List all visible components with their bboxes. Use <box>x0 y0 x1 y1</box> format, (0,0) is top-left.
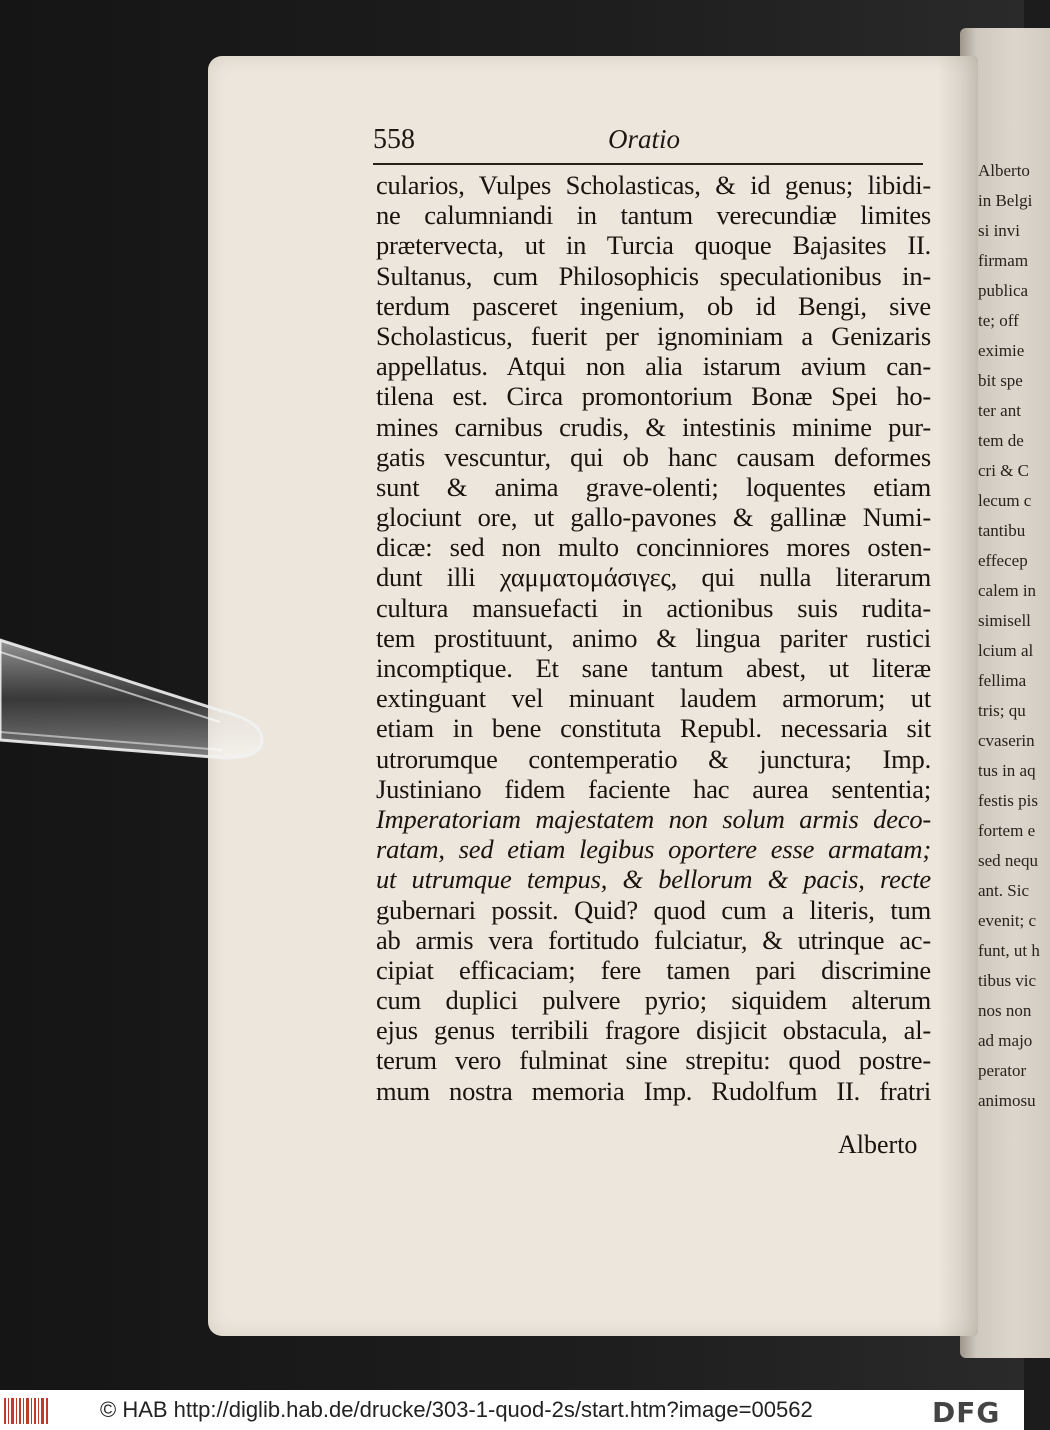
text-line: tem prostituunt, animo & lingua pariter rustici <box>376 622 931 653</box>
text-line: incomptique. Et sane tantum abest, ut literæ <box>376 653 931 683</box>
text-line: glociunt ore, ut gallo-pavones & gallinæ Numi- <box>376 502 931 533</box>
text-line: terdum pasceret ingenium, ob id Bengi, sive <box>376 290 931 321</box>
text-line: etiam in bene constituta Republ. necessaria sit <box>376 713 931 744</box>
facing-text-line: si invi <box>978 221 1021 240</box>
source-url-link[interactable]: © HAB http://diglib.hab.de/drucke/303-1-quod-2s/start.htm?image=00562 <box>100 1397 813 1422</box>
facing-text-line: firmam <box>978 251 1029 270</box>
text-line: ut utrumque tempus, & bellorum & pacis, recte <box>376 864 931 895</box>
facing-text-line: tem de <box>978 431 1024 450</box>
facing-text-line: tus in aq <box>978 761 1036 780</box>
facing-text-line: funt, ut h <box>978 941 1040 960</box>
facing-text-line: sed nequ <box>978 851 1038 870</box>
text-line: dicæ: sed non multo concinniores mores osten- <box>376 532 931 563</box>
text-line: gubernari possit. Quid? quod cum a literis, tum <box>376 894 931 925</box>
text-line: cultura mansuefacti in actionibus suis rudita- <box>376 592 931 623</box>
text-line: Imperatoriam majestatem non solum armis deco- <box>376 803 931 834</box>
facing-text-line: perator <box>978 1061 1027 1080</box>
text-line: cipiat efficaciam; fere tamen pari discrimine <box>376 954 931 985</box>
facing-text-line: publica <box>978 281 1029 300</box>
facing-text-line: in Belgi <box>978 191 1033 210</box>
facing-text-line: nos non <box>978 1001 1032 1020</box>
text-line: tilena est. Circa promontorium Bonæ Spei ho- <box>376 381 931 412</box>
facing-page-text <box>978 156 1048 1116</box>
text-line: terum vero fulminat sine strepitu: quod postre- <box>376 1045 931 1076</box>
facing-text-line: lecum c <box>978 491 1032 510</box>
running-head: Oratio <box>608 124 681 154</box>
facing-text-line: calem in <box>978 581 1037 600</box>
text-line: Scholasticus, fuerit per ignominiam a Genizaris <box>376 320 931 351</box>
facing-text-line: fellima <box>978 671 1027 690</box>
facing-text-line: ant. Sic <box>978 881 1029 900</box>
facing-text-line: ter ant <box>978 401 1021 420</box>
page-header <box>373 124 933 164</box>
facing-text-line: te; off <box>978 311 1019 330</box>
page-content <box>208 56 978 1336</box>
header-rule <box>373 163 923 165</box>
text-line: mines carnibus crudis, & intestinis minime pur- <box>376 411 931 442</box>
facing-text-line: cvaserin <box>978 731 1035 750</box>
facing-text-line: cri & C <box>978 461 1029 480</box>
text-line: prætervecta, ut in Turcia quoque Bajasites II. <box>376 230 931 261</box>
footer-bar <box>0 1390 1024 1430</box>
catchword: Alberto <box>838 1130 918 1159</box>
facing-text-line: bit spe <box>978 371 1023 390</box>
text-line: utrorumque contemperatio & junctura; Imp. <box>376 743 931 774</box>
text-line: ab armis vera fortitudo fulciatur, & utrinque ac- <box>376 924 931 955</box>
dfg-logo: DFG <box>932 1396 1001 1429</box>
facing-text-line: tantibu <box>978 521 1026 540</box>
body-text <box>376 170 931 1106</box>
facing-text-line: evenit; c <box>978 911 1037 930</box>
text-line: dunt illi χαμματομάσιγες, qui nulla literarum <box>376 562 931 593</box>
facing-text-line: festis pis <box>978 791 1038 810</box>
facing-text-line: tris; qu <box>978 701 1026 720</box>
text-line: ejus genus terribili fragore disjicit obstacula, al- <box>376 1015 931 1046</box>
facing-text-line: simisell <box>978 611 1031 630</box>
text-line: ne calumniandi in tantum verecundiæ limites <box>376 200 931 231</box>
facing-text-line: animosu <box>978 1091 1036 1110</box>
text-line: cularios, Vulpes Scholasticas, & id genus; libidi- <box>376 170 931 200</box>
facing-text-line: effecep <box>978 551 1028 570</box>
text-line: appellatus. Atqui non alia istarum avium can- <box>376 351 931 382</box>
text-line: mum nostra memoria Imp. Rudolfum II. fratri <box>376 1075 931 1106</box>
facing-text-line: eximie <box>978 341 1025 360</box>
text-line: cum duplici pulvere pyrio; siquidem alterum <box>376 985 931 1016</box>
facing-text-line: Alberto <box>978 161 1030 180</box>
text-line: extinguant vel minuant laudem armorum; ut <box>376 683 931 714</box>
facing-text-line: lcium al <box>978 641 1034 660</box>
text-line: Sultanus, cum Philosophicis speculationibus in- <box>376 260 931 291</box>
text-line: ratam, sed etiam legibus oportere esse armatam; <box>376 834 931 865</box>
facing-text-line: tibus vic <box>978 971 1037 990</box>
text-line: Justiniano fidem faciente hac aurea sententia; <box>376 773 931 804</box>
facing-text-line: ad majo <box>978 1031 1033 1050</box>
barcode-icon <box>4 1398 48 1424</box>
text-line: gatis vescuntur, qui ob hanc causam deformes <box>376 441 931 472</box>
facing-text-line: fortem e <box>978 821 1036 840</box>
text-line: sunt & anima grave-olenti; loquentes etiam <box>376 471 931 502</box>
page-number: 558 <box>373 124 415 155</box>
glass-page-holder <box>0 640 270 770</box>
